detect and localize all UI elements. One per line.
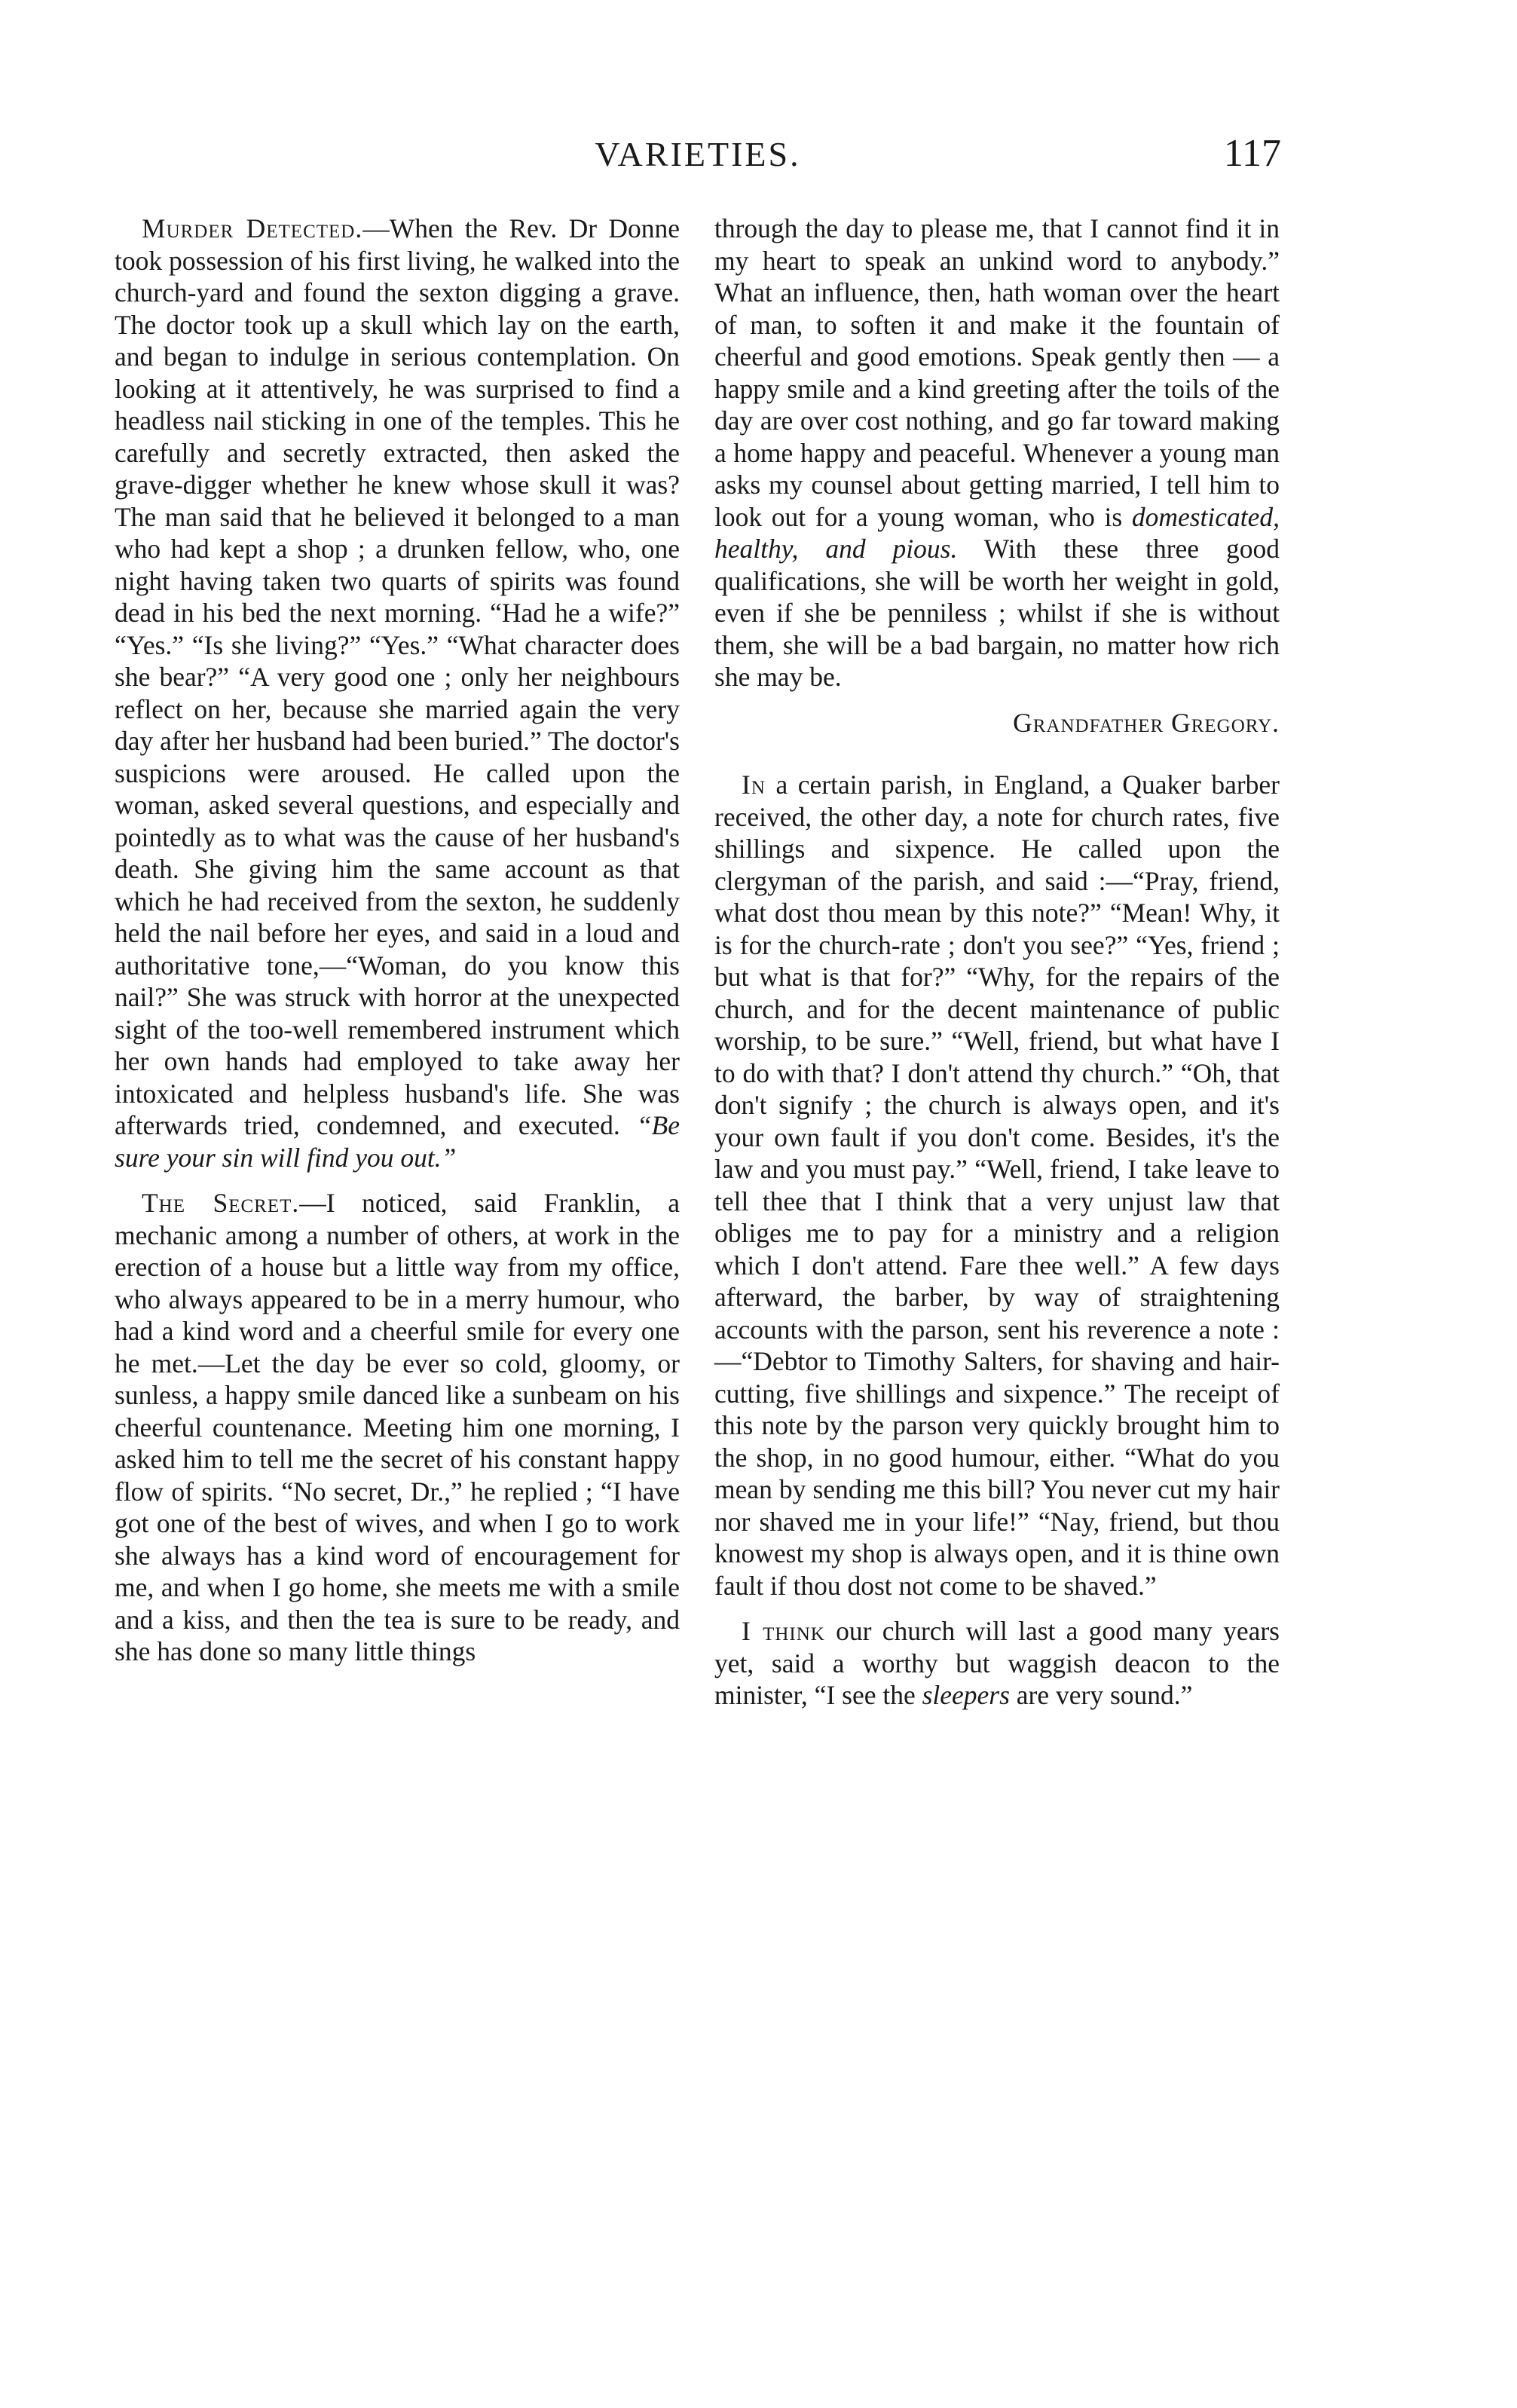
paragraph-secret-continued: [714, 213, 1280, 693]
secret-cont-italic: domesticated, healthy, and pious.: [714, 501, 1280, 564]
heading-the-secret: The Secret.: [142, 1188, 300, 1218]
murder-quote: “Be sure your sin will find you out.”: [115, 1110, 680, 1173]
deacon-italic: sleepers: [922, 1680, 1010, 1710]
quaker-lead: In: [742, 770, 766, 800]
deacon-body-b: are very sound.”: [1009, 1680, 1193, 1710]
paragraph-the-secret: [115, 1187, 680, 1668]
murder-body: —When the Rev. Dr Donne took possession of his first living, he walked into the church-yard and found the sexton digging a grave. The doctor took up a skull which lay on the earth, and began to indulge in serious contemplation. On looking at it attentively, he was surprised to find a headless nail sticking in one of the temples. This he carefully and secretly extracted, then asked the grave-digger whether he knew whose skull it was? The man said that he believed it belonged to a man who had kept a shop ; a drunken fellow, who, one night having taken two quarts of spirits was found dead in his bed the next morning. “Had he a wife?” “Yes.” “Is she living?” “Yes.” “What character does she bear?” “A very good one ; only her neighbours reflect on her, because she married again the very day after her husband had been buried.” The doctor's suspicions were aroused. He called upon the woman, asked several questions, and especially and pointedly as to what was the cause of her husband's death. She giving him the same account as that which he had received from the sexton, he suddenly held the nail before her eyes, and said in a loud and authoritative tone,—“Woman, do you know this nail?” She was struck with horror at the unexpected sight of the too-well remembered instrument which her own hands had employed to take away her intoxicated and helpless husband's life. She was afterwards tried, condemned, and executed.: [115, 213, 680, 1140]
deacon-body-a: our church will last a good many years yet, said a worthy but waggish deacon to the minister, “I see the: [714, 1616, 1280, 1710]
quaker-body: a certain parish, in England, a Quaker barber received, the other day, a note for church rates, five shillings and sixpence. He called upon the clergyman of the parish, and said :—“Pray, friend, what dost thou mean by this note?” “Mean! Why, it is for the church-rate ; don't you see?” “Yes, friend ; but what is that for?” “Why, for the repairs of the church, and for the decent maintenance of public worship, to be sure.” “Well, friend, but what have I to do with that? I don't attend thy church.” “Oh, that don't signify ; the church is always open, and it's your own fault if you don't come. Besides, it's the law and you must pay.” “Well, friend, I take leave to tell thee that I think that a very unjust law that obliges me to pay for a ministry and a religion which I don't attend. Fare thee well.” A few days afterward, the barber, by way of straightening accounts with the parson, sent his reverence a note :—“Debtor to Timothy Salters, for shaving and hair-cutting, five shillings and sixpence.” The receipt of this note by the parson very quickly brought him to the shop, in no good humour, either. “What do you mean by sending me this bill? You never cut my hair nor shaved me in your life!” “Nay, friend, but thou knowest my shop is always open, and it is thine own fault if thou dost not come to be shaved.”: [714, 770, 1280, 1601]
paragraph-quaker-barber: [714, 769, 1280, 1602]
secret-cont-body-b: With these three good qualifications, she will be worth her weight in gold, even if she be penniless ; whilst if she is without them, she will be a bad bargain, no matter how rich she may be.: [714, 534, 1280, 692]
page-number: 117: [1223, 132, 1281, 175]
deacon-lead: I think: [742, 1616, 825, 1646]
secret-cont-body-a: through the day to please me, that I cannot find it in my heart to speak an unkind word to anybody.” What an influence, then, hath woman over the heart of man, to soften it and make it the fountain of cheerful and good emotions. Speak gently then — a happy smile and a kind greeting after the toils of the day are over cost nothing, and go far toward making a home happy and peaceful. Whenever a young man asks my counsel about getting married, I tell him to look out for a young woman, who is: [714, 213, 1280, 532]
heading-murder-detected: Murder Detected.: [142, 213, 363, 243]
running-title: VARIETIES.: [595, 135, 801, 173]
secret-body: —I noticed, said Franklin, a mechanic among a number of others, at work in the erection of a house but a little way from my office, who always appeared to be in a merry humour, who had a kind word and a cheerful smile for every one he met.—Let the day be ever so cold, gloomy, or sunless, a happy smile danced like a sunbeam on his cheerful countenance. Meeting him one morning, I asked him to tell me the secret of his constant happy flow of spirits. “No secret, Dr.,” he replied ; “I have got one of the best of wives, and when I go to work she always has a kind word of encouragement for me, and when I go home, she meets me with a smile and a kiss, and then the tea is sure to be ready, and she has done so many little things: [115, 1188, 680, 1666]
paragraph-deacon: [714, 1615, 1280, 1712]
signature: Grandfather Gregory.: [1013, 707, 1280, 738]
left-column: [115, 213, 680, 1681]
running-head: [115, 134, 1281, 187]
paragraph-murder-detected: [115, 213, 680, 1173]
right-column: [714, 213, 1280, 1725]
